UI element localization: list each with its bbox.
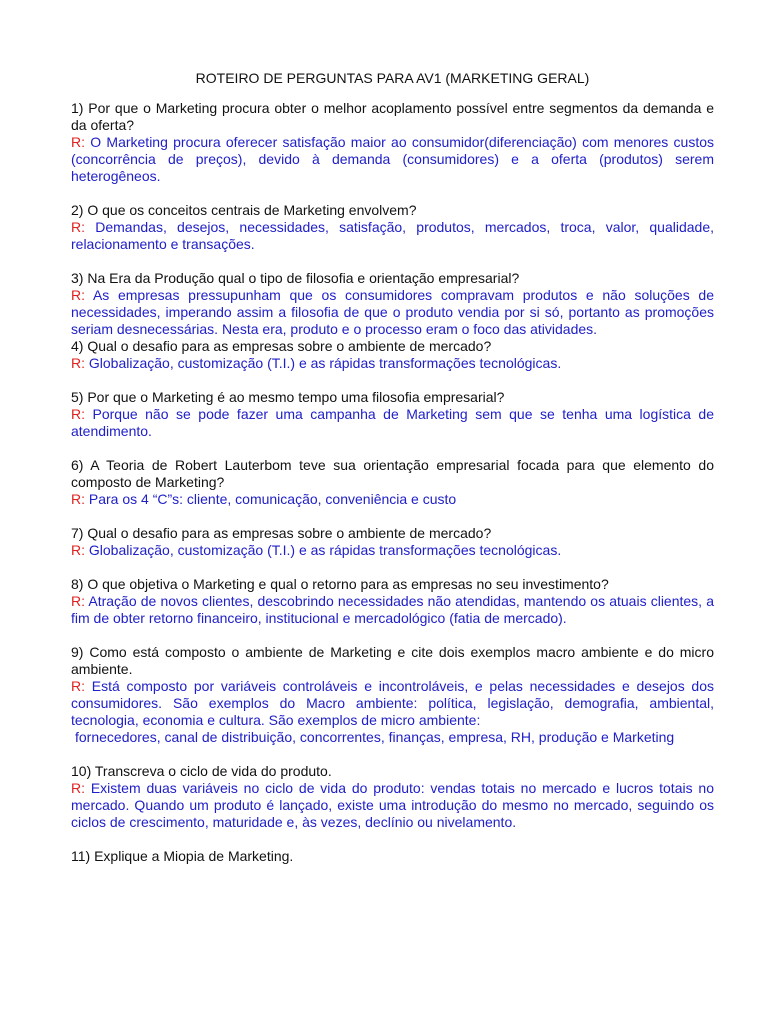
- qa-item-5: [71, 389, 714, 440]
- qa-item-1: [71, 100, 714, 185]
- answer-prefix: R:: [71, 542, 85, 558]
- answer-9: [71, 678, 714, 729]
- answer-prefix: R:: [71, 491, 85, 507]
- question-6: 6) A Teoria de Robert Lauterbom teve sua orientação empresarial focada para que elemento do composto de Marketing?: [71, 457, 714, 490]
- qa-item-9: [71, 644, 714, 746]
- qa-item-11: [71, 848, 714, 865]
- document-body: [71, 70, 714, 882]
- answer-text: Demandas, desejos, necessidades, satisfação, produtos, mercados, troca, valor, qualidade, relacionamento e transações.: [71, 219, 715, 252]
- answer-4: [71, 355, 714, 372]
- qa-item-8: [71, 576, 714, 627]
- qa-item-3: [71, 270, 714, 338]
- answer-text: O Marketing procura oferecer satisfação maior ao consumidor(diferenciação) com menores custos (concorrência de preços), devido à demanda (consumidores) e a oferta (produtos) serem heterogêneos.: [71, 134, 714, 184]
- answer-6: [71, 491, 714, 508]
- document-title: ROTEIRO DE PERGUNTAS PARA AV1 (MARKETING GERAL): [195, 70, 590, 86]
- answer-prefix: R:: [71, 134, 85, 150]
- answer-prefix: R:: [71, 287, 85, 303]
- qa-item-2: [71, 202, 714, 253]
- answer-text: Para os 4 “C”s: cliente, comunicação, conveniência e custo: [88, 491, 457, 507]
- question-5: 5) Por que o Marketing é ao mesmo tempo uma filosofia empresarial?: [71, 389, 505, 405]
- answer-7: [71, 542, 714, 559]
- answer-2: [71, 219, 714, 253]
- question-7: 7) Qual o desafio para as empresas sobre o ambiente de mercado?: [71, 525, 492, 541]
- answer-5: [71, 406, 714, 440]
- question-8: 8) O que objetiva o Marketing e qual o retorno para as empresas no seu investimento?: [71, 576, 609, 592]
- answer-9-continued: [71, 729, 714, 746]
- question-10: 10) Transcreva o ciclo de vida do produto.: [71, 763, 332, 779]
- qa-item-7: [71, 525, 714, 559]
- question-4: 4) Qual o desafio para as empresas sobre o ambiente de mercado?: [71, 338, 492, 354]
- question-3: 3) Na Era da Produção qual o tipo de filosofia e orientação empresarial?: [71, 270, 520, 286]
- answer-text: Existem duas variáveis no ciclo de vida do produto: vendas totais no mercado e lucros totais no mercado. Quando um produto é lançado, existe uma introdução do mesmo no mercado, seguindo os ciclos de crescimento, maturidade e, às vezes, declínio ou nivelamento.: [71, 780, 714, 830]
- answer-text: Globalização, customização (T.I.) e as rápidas transformações tecnológicas.: [88, 355, 562, 371]
- answer-prefix: R:: [71, 406, 85, 422]
- question-1: 1) Por que o Marketing procura obter o melhor acoplamento possível entre segmentos da demanda e da oferta?: [71, 100, 714, 133]
- question-2: 2) O que os conceitos centrais de Marketing envolvem?: [71, 202, 417, 218]
- question-9: 9) Como está composto o ambiente de Marketing e cite dois exemplos macro ambiente e do micro ambiente.: [71, 644, 714, 677]
- answer-text: Atração de novos clientes, descobrindo necessidades não atendidas, mantendo os atuais clientes, a fim de obter retorno financeiro, institucional e mercadológico (fatia de mercado).: [71, 593, 714, 626]
- answer-prefix: R:: [71, 780, 85, 796]
- answer-prefix: R:: [71, 593, 85, 609]
- answer-10: [71, 780, 714, 831]
- answer-text-continued: fornecedores, canal de distribuição, concorrentes, finanças, empresa, RH, produção e Marketing: [75, 729, 675, 745]
- answer-text: As empresas pressupunham que os consumidores compravam produtos e não soluções de necessidades, imperando assim a filosofia de que o produto vendia por si só, portanto as promoções seriam desnecessárias. Nesta era, produto e o processo eram o foco das atividades.: [71, 287, 714, 337]
- qa-item-6: [71, 457, 714, 508]
- answer-text: Globalização, customização (T.I.) e as rápidas transformações tecnológicas.: [88, 542, 562, 558]
- qa-item-10: [71, 763, 714, 831]
- answer-text: Porque não se pode fazer uma campanha de Marketing sem que se tenha uma logística de atendimento.: [71, 406, 714, 439]
- answer-8: [71, 593, 714, 627]
- answer-3: [71, 287, 714, 338]
- question-11: 11) Explique a Miopia de Marketing.: [71, 848, 294, 864]
- answer-prefix: R:: [71, 678, 85, 694]
- answer-prefix: R:: [71, 355, 85, 371]
- answer-text: Está composto por variáveis controláveis e incontroláveis, e pelas necessidades e desejos dos consumidores. São exemplos do Macro ambiente: política, legislação, demografia, ambiental, tecnologia, economia e cultura. São exemplos de micro ambiente:: [71, 678, 715, 728]
- qa-item-4: [71, 338, 714, 372]
- answer-prefix: R:: [71, 219, 85, 235]
- answer-1: [71, 134, 714, 185]
